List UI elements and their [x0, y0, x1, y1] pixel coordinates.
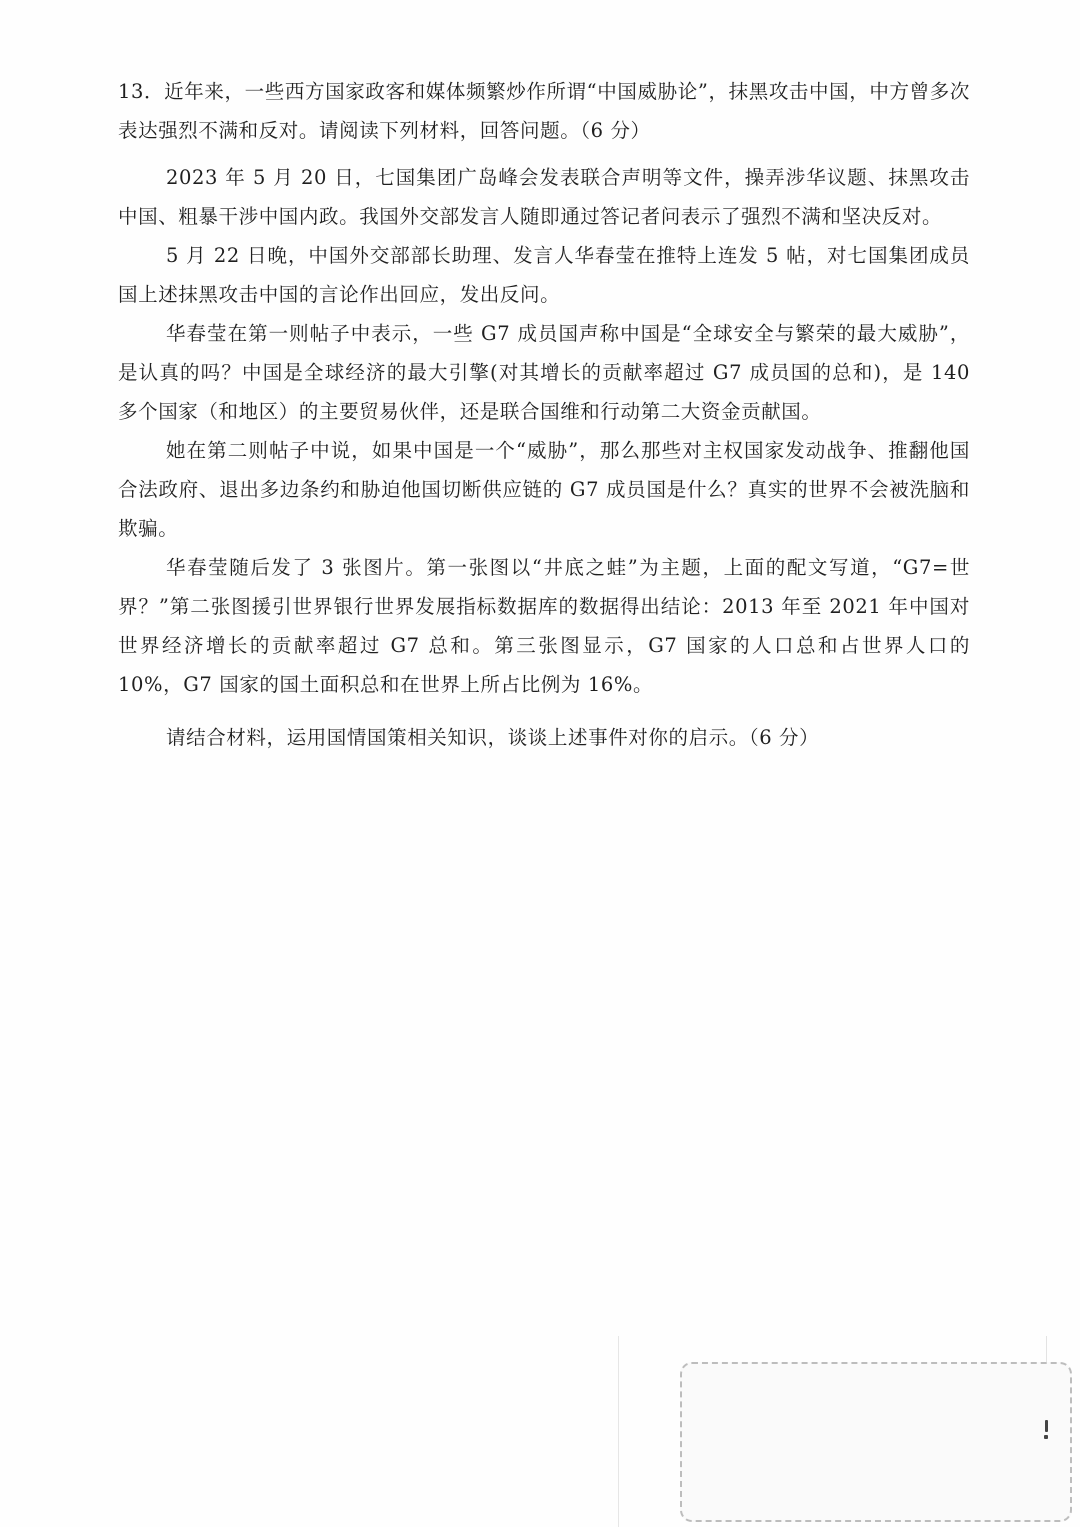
scan-edge-line [618, 1336, 619, 1527]
material-paragraph-5: 华春莹随后发了 3 张图片。第一张图以“井底之蛙”为主题，上面的配文写道，“G7=世界？”第二张图援引世界银行世界发展指标数据库的数据得出结论：2013 年至 2021 年中国对世界经济增长的贡献率超过 G7 总和。第三张图显示，G7 国家的人口总和占世界人口的 10%，G7 国家的国土面积总和在世界上所占比例为 16%。 [118, 556, 970, 696]
material-paragraph-2: 5 月 22 日晚，中国外交部部长助理、发言人华春莹在推特上连发 5 帖，对七国集团成员国上述抹黑攻击中国的言论作出回应，发出反问。 [118, 244, 970, 306]
question-stem: 13．近年来，一些西方国家政客和媒体频繁炒作所谓“中国威胁论”，抹黑攻击中国，中方曾多次表达强烈不满和反对。请阅读下列材料，回答问题。（6 分） [118, 80, 970, 142]
floating-widget-frame[interactable] [680, 1362, 1072, 1522]
question-block [118, 72, 970, 757]
drag-handle-icon[interactable] [1043, 1420, 1049, 1446]
material-paragraph-4: 她在第二则帖子中说，如果中国是一个“威胁”，那么那些对主权国家发动战争、推翻他国合法政府、退出多边条约和胁迫他国切断供应链的 G7 成员国是什么？真实的世界不会被洗脑和欺骗。 [118, 439, 970, 540]
material-paragraph-3: 华春莹在第一则帖子中表示，一些 G7 成员国声称中国是“全球安全与繁荣的最大威胁”，是认真的吗？中国是全球经济的最大引擎(对其增长的贡献率超过 G7 成员国的总和)，是 140 多个国家（和地区）的主要贸易伙伴，还是联合国维和行动第二大资金贡献国。 [118, 322, 970, 423]
material-paragraph-1: 2023 年 5 月 20 日，七国集团广岛峰会发表联合声明等文件，操弄涉华议题、抹黑攻击中国、粗暴干涉中国内政。我国外交部发言人随即通过答记者问表示了强烈不满和坚决反对。 [118, 166, 970, 228]
question-prompt: 请结合材料，运用国情国策相关知识，谈谈上述事件对你的启示。（6 分） [166, 726, 820, 749]
